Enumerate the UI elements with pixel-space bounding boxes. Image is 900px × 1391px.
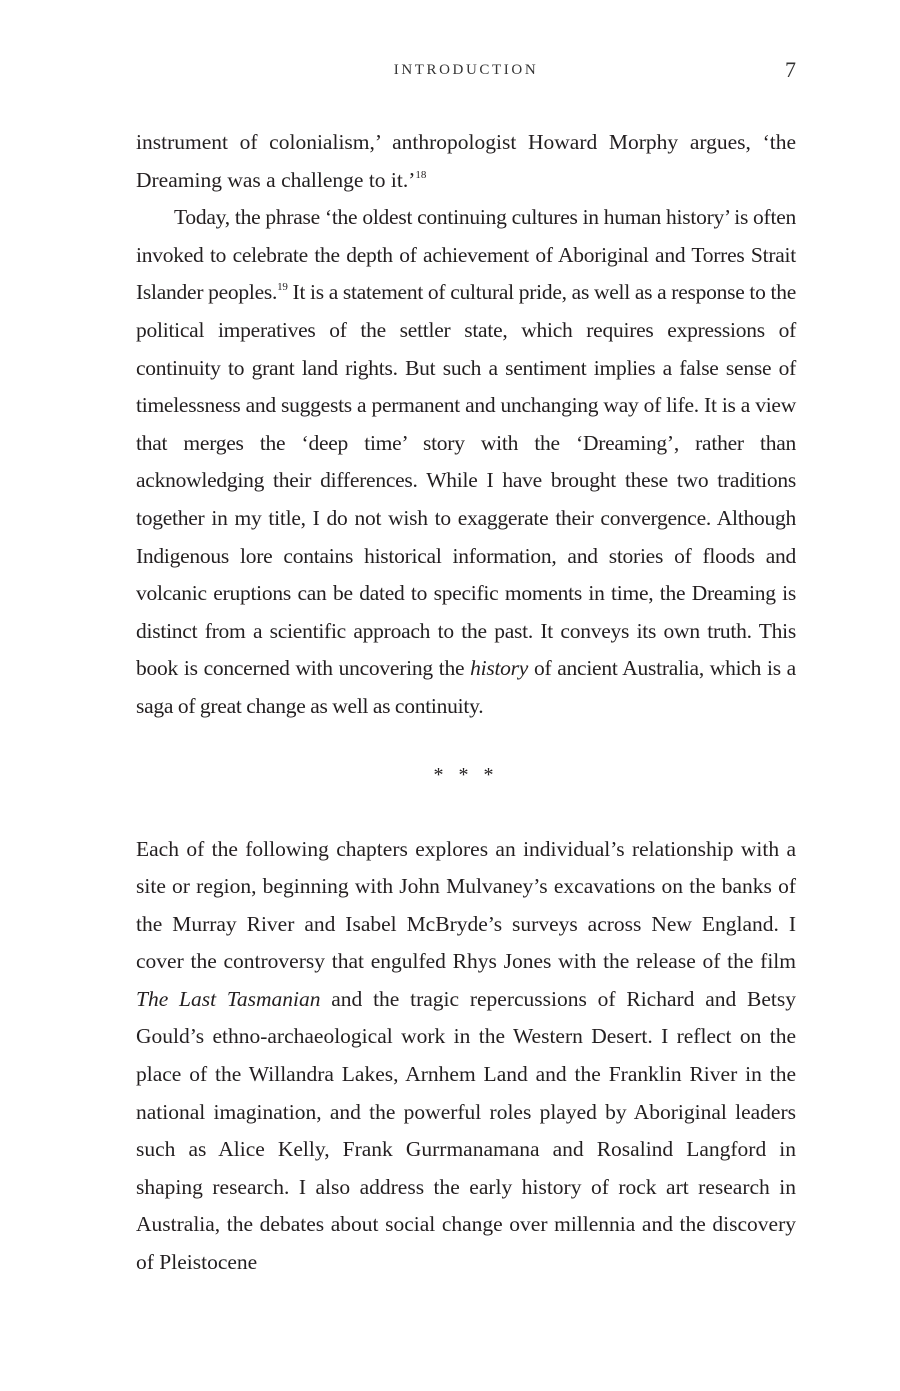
paragraph-3 [136, 831, 796, 1282]
paragraph-3-text-2: and the tragic repercussions of Richard and Betsy Gould’s ethno-archaeological work in the Western Desert. I reflect on the place of the Willandra Lakes, Arnhem Land and the Franklin River in the national imagination, and the powerful roles played by Aboriginal leaders such as Alice Kelly, Frank Gurrmanamana and Rosalind Langford in shaping research. I also address the early history of rock art research in Australia, the debates about social change over millennia and the discovery of Pleistocene [136, 986, 796, 1275]
note-ref-18: 18 [415, 168, 427, 181]
paragraph-3-text-1: Each of the following chapters explores an individual’s relationship with a site or region, beginning with John Mulvaney’s excavations on the banks of the Murray River and Isabel McBryde’s surveys across New England. I cover the controversy that engulfed Rhys Jones with the release of the film [136, 836, 796, 974]
paragraph-1-text: instrument of colonialism,’ anthropologist Howard Morphy argues, ‘the Dreaming was a challenge to it.’ [136, 130, 796, 192]
paragraph-2-text-2: It is a statement of cultural pride, as well as a response to the political imperatives of the settler state, which requires expressions of continuity to grant land rights. But such a sentiment implies a false sense of timelessness and suggests a permanent and unchanging way of life. It is a view that merges the ‘deep time’ story with the ‘Dreaming’, rather than acknowledging their differences. While I have brought these two traditions together in my title, I do not wish to exaggerate their convergence. Although Indigenous lore contains historical information, and stories of floods and volcanic eruptions can be dated to specific moments in time, the Dreaming is distinct from a scientific approach to the past. It conveys its own truth. This book is concerned with uncovering the [136, 280, 796, 681]
section-break: * * * [433, 763, 499, 786]
paragraph-2-italic: history [470, 656, 529, 681]
note-ref-19: 19 [277, 281, 288, 294]
paragraph-2-text-1: Today, the phrase ‘the oldest continuing cultures in human history’ is often invoked to celebrate the depth of achievement of Aboriginal and Torres Strait Islander peoples. [136, 205, 796, 305]
body-text [136, 124, 796, 1282]
paragraph-1 [136, 124, 796, 199]
page-number: 7 [785, 57, 796, 82]
running-title: INTRODUCTION [393, 62, 539, 78]
paragraph-3-italic-film-title: The Last Tasmanian [136, 986, 321, 1011]
paragraph-2-text-3: of ancient Australia, which is a saga of great change as well as continuity. [136, 656, 796, 718]
running-head [136, 58, 796, 82]
paragraph-2 [136, 199, 796, 725]
